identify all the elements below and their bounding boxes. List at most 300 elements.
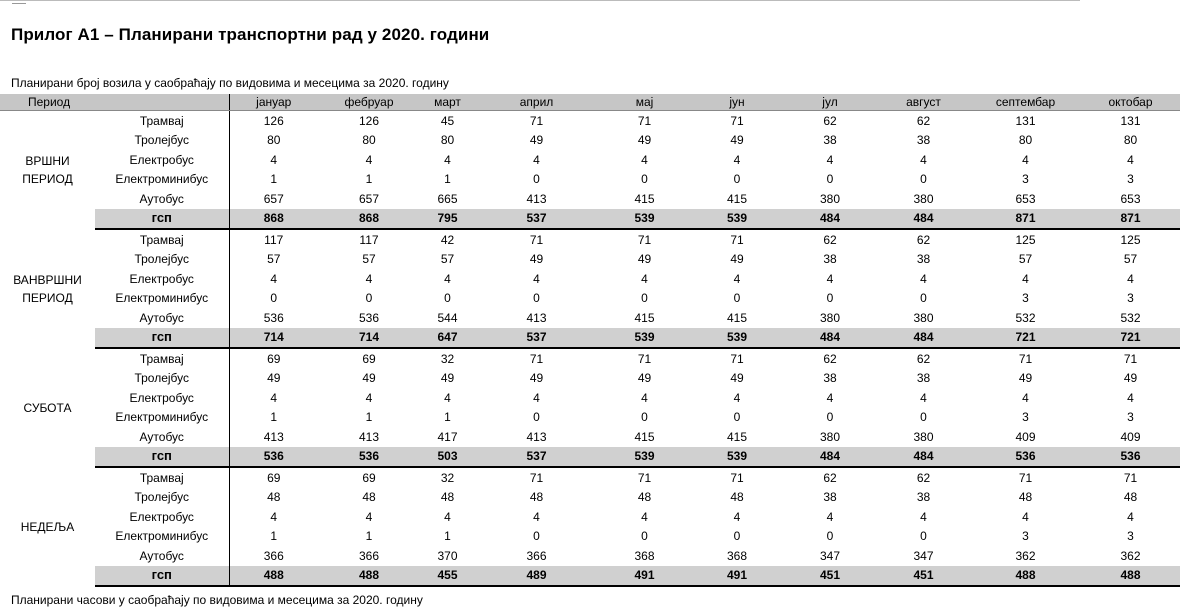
value-cell: 4 bbox=[444, 271, 451, 286]
value-cell: 69 bbox=[362, 470, 376, 485]
value-cell: 380 bbox=[913, 429, 934, 444]
value-cell: 539 bbox=[691, 447, 783, 468]
value-cell: 71 bbox=[1123, 470, 1138, 485]
value-cell: 49 bbox=[529, 133, 544, 148]
table-row bbox=[0, 150, 1180, 170]
value-cell: 71 bbox=[529, 470, 544, 485]
value-cell: 415 bbox=[726, 191, 748, 206]
value-cell: 125 bbox=[1120, 232, 1141, 247]
total-row bbox=[0, 328, 1180, 349]
value-cell: 0 bbox=[826, 529, 834, 544]
value-cell: 48 bbox=[440, 490, 455, 505]
value-cell: 4 bbox=[229, 269, 318, 289]
value-cell: 48 bbox=[730, 490, 744, 505]
value-cell: 117 bbox=[229, 229, 318, 250]
value-cell: 721 bbox=[970, 328, 1081, 349]
value-cell: 415 bbox=[726, 310, 748, 325]
value-cell: 415 bbox=[726, 429, 748, 444]
value-cell: 4 bbox=[229, 150, 318, 170]
value-cell: 4 bbox=[533, 390, 540, 405]
value-cell: 3 bbox=[1127, 529, 1134, 544]
value-cell: 484 bbox=[877, 328, 970, 349]
value-cell: 1 bbox=[365, 410, 373, 425]
table-row bbox=[0, 546, 1180, 566]
value-cell: 488 bbox=[970, 566, 1081, 587]
month-header: октобар bbox=[1081, 94, 1180, 111]
table-row bbox=[0, 488, 1180, 508]
value-cell: 71 bbox=[529, 113, 544, 128]
vehicle-type-cell: Електробус bbox=[129, 509, 194, 524]
value-cell: 539 bbox=[691, 209, 783, 230]
value-cell: 80 bbox=[362, 133, 376, 148]
value-cell: 536 bbox=[229, 447, 318, 468]
value-cell: 491 bbox=[691, 566, 783, 587]
value-cell: 71 bbox=[730, 470, 744, 485]
value-cell: 49 bbox=[1123, 371, 1138, 386]
value-cell: 0 bbox=[444, 291, 451, 306]
value-cell: 71 bbox=[730, 351, 744, 366]
value-cell: 38 bbox=[916, 371, 931, 386]
vehicle-type-cell: Трамвај bbox=[139, 470, 184, 485]
value-cell: 71 bbox=[529, 232, 544, 247]
table-row bbox=[0, 348, 1180, 369]
value-cell: 38 bbox=[823, 490, 837, 505]
value-cell: 484 bbox=[783, 447, 877, 468]
period-header: Период bbox=[0, 94, 229, 111]
value-cell: 71 bbox=[637, 470, 652, 485]
vehicle-type-cell: Тролејбус bbox=[134, 371, 190, 386]
vehicles-table bbox=[0, 94, 1180, 587]
table-header-row bbox=[0, 94, 1180, 111]
value-cell: 49 bbox=[730, 371, 744, 386]
value-cell: 62 bbox=[916, 351, 931, 366]
period-label bbox=[0, 467, 95, 586]
value-cell: 714 bbox=[229, 328, 318, 349]
value-cell: 3 bbox=[1022, 529, 1029, 544]
value-cell: 49 bbox=[730, 133, 744, 148]
month-header: март bbox=[420, 94, 475, 111]
value-cell: 536 bbox=[229, 308, 318, 328]
vehicle-type-cell: Електробус bbox=[129, 390, 194, 405]
period-label-line: ПЕРИОД bbox=[22, 290, 73, 305]
value-cell: 539 bbox=[598, 209, 691, 230]
vehicle-type-cell: Електроминибус bbox=[115, 529, 209, 544]
table-row bbox=[0, 269, 1180, 289]
next-table-caption: Планирани часови у саобраћају по видовима и месецима за 2020. годину bbox=[11, 593, 423, 607]
value-cell: 4 bbox=[533, 509, 540, 524]
value-cell: 0 bbox=[733, 172, 741, 187]
value-cell: 62 bbox=[823, 232, 837, 247]
value-cell: 4 bbox=[1022, 271, 1029, 286]
value-cell: 484 bbox=[877, 447, 970, 468]
page-title: Прилог А1 – Планирани транспортни рад у 2020. години bbox=[11, 25, 490, 44]
value-cell: 49 bbox=[1018, 371, 1033, 386]
value-cell: 362 bbox=[1120, 548, 1141, 563]
period-label-line: ПЕРИОД bbox=[22, 172, 73, 186]
value-cell: 347 bbox=[913, 548, 934, 563]
value-cell: 69 bbox=[362, 351, 376, 366]
value-cell: 451 bbox=[877, 566, 970, 587]
value-cell: 49 bbox=[637, 133, 652, 148]
value-cell: 0 bbox=[641, 529, 648, 544]
vehicle-type-cell: Електробус bbox=[129, 152, 194, 167]
vehicle-type-cell: Електроминибус bbox=[115, 410, 209, 425]
value-cell: 868 bbox=[229, 209, 318, 230]
value-cell: 714 bbox=[318, 328, 420, 349]
value-cell: 38 bbox=[916, 133, 931, 148]
value-cell: 657 bbox=[229, 189, 318, 209]
value-cell: 368 bbox=[634, 548, 655, 563]
value-cell: 484 bbox=[877, 209, 970, 230]
value-cell: 80 bbox=[229, 131, 318, 151]
value-cell: 1 bbox=[229, 527, 318, 547]
value-cell: 4 bbox=[1127, 390, 1134, 405]
value-cell: 539 bbox=[691, 328, 783, 349]
value-cell: 0 bbox=[920, 291, 927, 306]
value-cell: 368 bbox=[726, 548, 748, 563]
value-cell: 539 bbox=[598, 447, 691, 468]
value-cell: 1 bbox=[229, 408, 318, 428]
total-row bbox=[0, 209, 1180, 230]
value-cell: 0 bbox=[229, 289, 318, 309]
value-cell: 484 bbox=[783, 209, 877, 230]
value-cell: 131 bbox=[1120, 113, 1141, 128]
month-header: август bbox=[877, 94, 970, 111]
top-border bbox=[0, 0, 1080, 1]
value-cell: 62 bbox=[916, 232, 931, 247]
value-cell: 0 bbox=[826, 410, 834, 425]
value-cell: 488 bbox=[229, 566, 318, 587]
value-cell: 536 bbox=[318, 447, 420, 468]
value-cell: 4 bbox=[920, 509, 927, 524]
value-cell: 57 bbox=[229, 250, 318, 270]
value-cell: 0 bbox=[826, 291, 834, 306]
value-cell: 4 bbox=[229, 507, 318, 527]
table-row bbox=[0, 111, 1180, 131]
value-cell: 45 bbox=[440, 113, 455, 128]
value-cell: 532 bbox=[1120, 310, 1141, 325]
value-cell: 32 bbox=[440, 470, 455, 485]
table-row bbox=[0, 369, 1180, 389]
value-cell: 544 bbox=[437, 310, 458, 325]
value-cell: 1 bbox=[444, 529, 451, 544]
period-label-line: ВРШНИ bbox=[25, 154, 70, 168]
vehicle-type-cell: Аутобус bbox=[139, 191, 184, 206]
value-cell: 4 bbox=[641, 271, 648, 286]
value-cell: 415 bbox=[634, 429, 655, 444]
value-cell: 57 bbox=[1123, 252, 1138, 267]
value-cell: 0 bbox=[920, 172, 927, 187]
table-body bbox=[0, 111, 1180, 587]
value-cell: 48 bbox=[362, 490, 376, 505]
vehicle-type-cell: Електроминибус bbox=[115, 172, 209, 187]
page-edge-mark bbox=[12, 0, 26, 4]
value-cell: 539 bbox=[598, 328, 691, 349]
period-label bbox=[0, 229, 95, 348]
value-cell: 0 bbox=[920, 529, 927, 544]
value-cell: 48 bbox=[229, 488, 318, 508]
value-cell: 49 bbox=[637, 252, 652, 267]
value-cell: 4 bbox=[826, 509, 834, 524]
vehicle-type-cell: гсп bbox=[95, 328, 229, 349]
value-cell: 4 bbox=[733, 152, 741, 167]
value-cell: 665 bbox=[437, 191, 458, 206]
value-cell: 71 bbox=[1123, 351, 1138, 366]
value-cell: 4 bbox=[641, 509, 648, 524]
table-row bbox=[0, 308, 1180, 328]
vehicle-type-cell: Електробус bbox=[129, 271, 194, 286]
value-cell: 4 bbox=[641, 390, 648, 405]
value-cell: 451 bbox=[783, 566, 877, 587]
value-cell: 4 bbox=[365, 271, 373, 286]
total-row bbox=[0, 447, 1180, 468]
value-cell: 4 bbox=[1127, 271, 1134, 286]
table-row bbox=[0, 507, 1180, 527]
value-cell: 3 bbox=[1127, 291, 1134, 306]
value-cell: 117 bbox=[359, 232, 379, 247]
value-cell: 62 bbox=[823, 351, 837, 366]
value-cell: 868 bbox=[318, 209, 420, 230]
month-header: јул bbox=[783, 94, 877, 111]
month-header: април bbox=[475, 94, 598, 111]
value-cell: 0 bbox=[826, 172, 834, 187]
value-cell: 4 bbox=[444, 390, 451, 405]
value-cell: 4 bbox=[533, 271, 540, 286]
value-cell: 413 bbox=[229, 427, 318, 447]
value-cell: 49 bbox=[529, 371, 544, 386]
month-header: фебруар bbox=[318, 94, 420, 111]
value-cell: 532 bbox=[1015, 310, 1036, 325]
value-cell: 647 bbox=[420, 328, 475, 349]
month-header: јануар bbox=[229, 94, 318, 111]
value-cell: 71 bbox=[1018, 351, 1033, 366]
value-cell: 38 bbox=[823, 252, 837, 267]
table-row bbox=[0, 229, 1180, 250]
value-cell: 125 bbox=[1015, 232, 1036, 247]
value-cell: 4 bbox=[733, 271, 741, 286]
value-cell: 126 bbox=[358, 113, 380, 128]
value-cell: 0 bbox=[733, 529, 741, 544]
vehicle-type-cell: гсп bbox=[95, 447, 229, 468]
value-cell: 1 bbox=[229, 170, 318, 190]
value-cell: 62 bbox=[823, 113, 837, 128]
value-cell: 413 bbox=[358, 429, 380, 444]
table-row bbox=[0, 289, 1180, 309]
value-cell: 48 bbox=[529, 490, 544, 505]
value-cell: 347 bbox=[819, 548, 841, 563]
value-cell: 4 bbox=[1127, 152, 1134, 167]
table-row bbox=[0, 408, 1180, 428]
vehicle-type-cell: гсп bbox=[95, 209, 229, 230]
value-cell: 49 bbox=[730, 252, 744, 267]
value-cell: 380 bbox=[819, 191, 841, 206]
vehicle-type-cell: Трамвај bbox=[139, 232, 184, 247]
value-cell: 0 bbox=[365, 291, 373, 306]
value-cell: 537 bbox=[475, 209, 598, 230]
value-cell: 38 bbox=[916, 490, 931, 505]
value-cell: 503 bbox=[420, 447, 475, 468]
table-row bbox=[0, 250, 1180, 270]
value-cell: 4 bbox=[1022, 152, 1029, 167]
value-cell: 362 bbox=[1015, 548, 1036, 563]
month-header: јун bbox=[691, 94, 783, 111]
value-cell: 491 bbox=[598, 566, 691, 587]
value-cell: 57 bbox=[440, 252, 455, 267]
period-label bbox=[0, 111, 95, 230]
vehicle-type-cell: Електроминибус bbox=[115, 291, 209, 306]
value-cell: 370 bbox=[437, 548, 458, 563]
value-cell: 409 bbox=[1120, 429, 1141, 444]
value-cell: 455 bbox=[420, 566, 475, 587]
vehicle-type-cell: Трамвај bbox=[139, 113, 184, 128]
value-cell: 80 bbox=[1123, 133, 1138, 148]
value-cell: 366 bbox=[358, 548, 380, 563]
value-cell: 49 bbox=[362, 371, 376, 386]
value-cell: 57 bbox=[362, 252, 376, 267]
vehicle-type-cell: Аутобус bbox=[139, 310, 184, 325]
vehicle-type-cell: Тролејбус bbox=[134, 490, 190, 505]
value-cell: 380 bbox=[819, 310, 841, 325]
value-cell: 49 bbox=[229, 369, 318, 389]
value-cell: 409 bbox=[1015, 429, 1036, 444]
table-row bbox=[0, 170, 1180, 190]
table-row bbox=[0, 527, 1180, 547]
value-cell: 0 bbox=[641, 410, 648, 425]
table-row bbox=[0, 467, 1180, 488]
vehicle-type-cell: Аутобус bbox=[139, 548, 184, 563]
value-cell: 71 bbox=[637, 113, 652, 128]
value-cell: 4 bbox=[229, 388, 318, 408]
value-cell: 71 bbox=[637, 351, 652, 366]
value-cell: 4 bbox=[444, 152, 451, 167]
table-row bbox=[0, 189, 1180, 209]
value-cell: 3 bbox=[1127, 172, 1134, 187]
value-cell: 380 bbox=[913, 191, 934, 206]
month-header: мај bbox=[598, 94, 691, 111]
value-cell: 380 bbox=[913, 310, 934, 325]
value-cell: 80 bbox=[1018, 133, 1033, 148]
value-cell: 38 bbox=[823, 371, 837, 386]
value-cell: 3 bbox=[1022, 410, 1029, 425]
value-cell: 0 bbox=[920, 410, 927, 425]
value-cell: 413 bbox=[526, 191, 547, 206]
vehicle-type-cell: Трамвај bbox=[139, 351, 184, 366]
value-cell: 871 bbox=[1081, 209, 1180, 230]
value-cell: 48 bbox=[1018, 490, 1033, 505]
value-cell: 4 bbox=[1022, 390, 1029, 405]
vehicle-type-cell: гсп bbox=[95, 566, 229, 587]
table-row bbox=[0, 388, 1180, 408]
value-cell: 49 bbox=[440, 371, 455, 386]
value-cell: 417 bbox=[437, 429, 458, 444]
value-cell: 795 bbox=[420, 209, 475, 230]
value-cell: 489 bbox=[475, 566, 598, 587]
value-cell: 415 bbox=[634, 191, 655, 206]
value-cell: 4 bbox=[826, 152, 834, 167]
value-cell: 131 bbox=[1015, 113, 1036, 128]
value-cell: 657 bbox=[358, 191, 380, 206]
value-cell: 0 bbox=[533, 172, 540, 187]
value-cell: 4 bbox=[444, 509, 451, 524]
value-cell: 49 bbox=[637, 371, 652, 386]
value-cell: 1 bbox=[365, 172, 373, 187]
total-row bbox=[0, 566, 1180, 587]
value-cell: 4 bbox=[920, 152, 927, 167]
value-cell: 0 bbox=[641, 291, 648, 306]
value-cell: 38 bbox=[916, 252, 931, 267]
value-cell: 4 bbox=[1127, 509, 1134, 524]
value-cell: 62 bbox=[823, 470, 837, 485]
value-cell: 4 bbox=[826, 390, 834, 405]
value-cell: 413 bbox=[526, 429, 547, 444]
vehicle-type-cell: Тролејбус bbox=[134, 133, 190, 148]
period-label bbox=[0, 348, 95, 467]
value-cell: 4 bbox=[920, 271, 927, 286]
value-cell: 71 bbox=[529, 351, 544, 366]
value-cell: 536 bbox=[1081, 447, 1180, 468]
value-cell: 4 bbox=[365, 509, 373, 524]
value-cell: 536 bbox=[358, 310, 380, 325]
value-cell: 380 bbox=[819, 429, 841, 444]
table-caption: Планирани број возила у саобраћају по видовима и месецима за 2020. годину bbox=[11, 76, 449, 90]
value-cell: 3 bbox=[1127, 410, 1134, 425]
value-cell: 38 bbox=[823, 133, 837, 148]
value-cell: 71 bbox=[730, 232, 744, 247]
value-cell: 413 bbox=[526, 310, 547, 325]
value-cell: 71 bbox=[1018, 470, 1033, 485]
value-cell: 536 bbox=[970, 447, 1081, 468]
value-cell: 4 bbox=[641, 152, 648, 167]
value-cell: 1 bbox=[444, 410, 451, 425]
value-cell: 415 bbox=[634, 310, 655, 325]
value-cell: 69 bbox=[229, 467, 318, 488]
value-cell: 0 bbox=[533, 410, 540, 425]
value-cell: 4 bbox=[920, 390, 927, 405]
value-cell: 1 bbox=[444, 172, 451, 187]
value-cell: 4 bbox=[365, 390, 373, 405]
value-cell: 488 bbox=[318, 566, 420, 587]
value-cell: 71 bbox=[730, 113, 744, 128]
value-cell: 4 bbox=[533, 152, 540, 167]
value-cell: 62 bbox=[916, 470, 931, 485]
value-cell: 1 bbox=[365, 529, 373, 544]
value-cell: 0 bbox=[533, 291, 540, 306]
value-cell: 653 bbox=[1015, 191, 1036, 206]
value-cell: 3 bbox=[1022, 172, 1029, 187]
value-cell: 4 bbox=[1022, 509, 1029, 524]
value-cell: 62 bbox=[916, 113, 931, 128]
table-row bbox=[0, 427, 1180, 447]
value-cell: 0 bbox=[641, 172, 648, 187]
value-cell: 4 bbox=[733, 509, 741, 524]
value-cell: 721 bbox=[1081, 328, 1180, 349]
value-cell: 4 bbox=[826, 271, 834, 286]
value-cell: 0 bbox=[733, 291, 741, 306]
value-cell: 49 bbox=[529, 252, 544, 267]
period-label-line: НЕДЕЉА bbox=[20, 519, 75, 534]
value-cell: 537 bbox=[475, 328, 598, 349]
value-cell: 0 bbox=[533, 529, 540, 544]
table-row bbox=[0, 131, 1180, 151]
value-cell: 48 bbox=[637, 490, 652, 505]
value-cell: 4 bbox=[733, 390, 741, 405]
value-cell: 80 bbox=[440, 133, 455, 148]
value-cell: 4 bbox=[365, 152, 373, 167]
month-header: септембар bbox=[970, 94, 1081, 111]
value-cell: 484 bbox=[783, 328, 877, 349]
value-cell: 126 bbox=[229, 111, 318, 131]
value-cell: 48 bbox=[1123, 490, 1138, 505]
